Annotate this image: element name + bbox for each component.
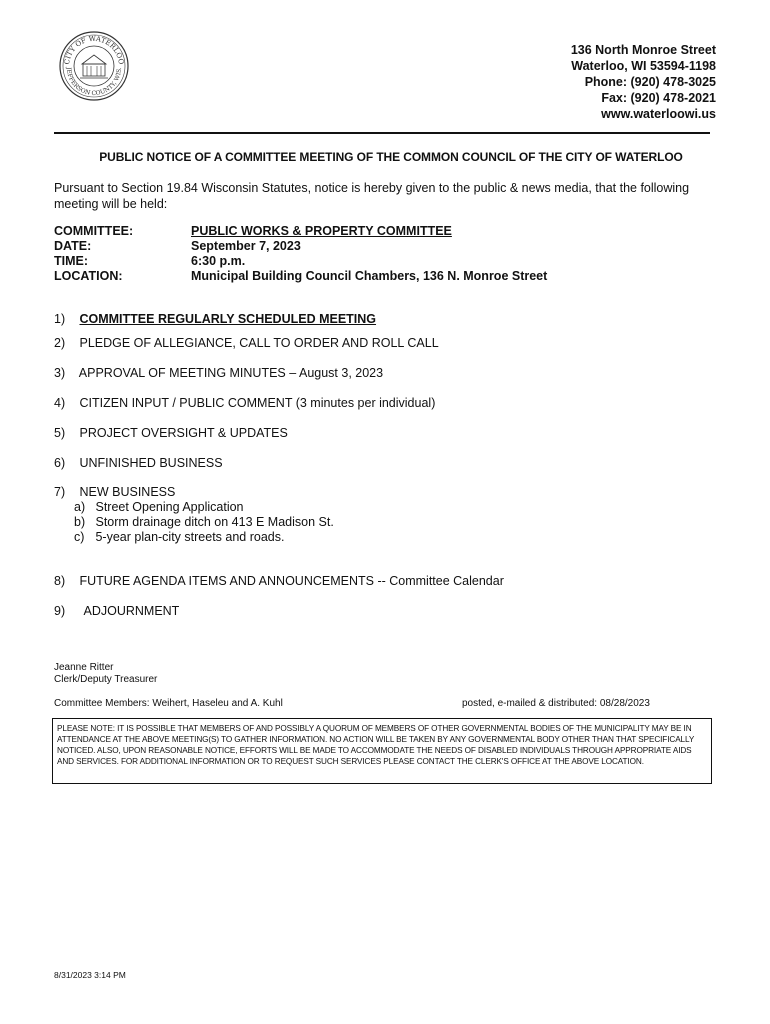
location-label: LOCATION:	[54, 269, 123, 283]
address-phone: Phone: (920) 478-3025	[584, 75, 716, 89]
committee-label: COMMITTEE:	[54, 224, 134, 238]
new-business-subitem	[74, 500, 244, 514]
svg-text:CITY OF WATERLOO: CITY OF WATERLOO	[62, 34, 126, 66]
intro-paragraph: Pursuant to Section 19.84 Wisconsin Statutes, notice is hereby given to the public & news media, that the following meeting will be held:	[54, 181, 690, 211]
agenda-item	[54, 336, 439, 350]
svg-text:JEFFERSON COUNTY, WIS.: JEFFERSON COUNTY, WIS.	[64, 67, 124, 98]
agenda-item	[54, 604, 179, 618]
agenda-item-text: UNFINISHED BUSINESS	[79, 456, 223, 470]
address-website: www.waterloowi.us	[601, 107, 716, 121]
new-business-subitem	[74, 530, 284, 544]
address-street: 136 North Monroe Street	[570, 43, 716, 57]
committee-row	[54, 224, 547, 239]
signer-name: Jeanne Ritter	[54, 662, 114, 673]
subitem-letter: a)	[74, 500, 86, 514]
city-seal	[58, 30, 130, 102]
agenda-item-number: 9)	[54, 604, 66, 618]
header-divider	[54, 132, 710, 134]
signer-title: Clerk/Deputy Treasurer	[54, 674, 158, 685]
subitem-text: Storm drainage ditch on 413 E Madison St.	[95, 515, 334, 529]
agenda-item	[54, 312, 376, 326]
posted-date: posted, e-mailed & distributed: 08/28/2023	[462, 698, 650, 709]
agenda-item	[54, 366, 383, 380]
agenda-item	[54, 574, 504, 588]
new-business-subitem	[74, 515, 334, 529]
agenda-item-number: 4)	[54, 396, 66, 410]
agenda-item-number: 2)	[54, 336, 66, 350]
agenda-item-text: PROJECT OVERSIGHT & UPDATES	[79, 426, 288, 440]
agenda-item-text: APPROVAL OF MEETING MINUTES – August 3, 2023	[78, 366, 384, 380]
committee-value: PUBLIC WORKS & PROPERTY COMMITTEE	[191, 224, 452, 238]
agenda-item-number: 8)	[54, 574, 66, 588]
agenda-item-number: 6)	[54, 456, 66, 470]
time-value: 6:30 p.m.	[191, 254, 246, 268]
agenda-item	[54, 426, 288, 440]
agenda-item	[54, 456, 223, 470]
agenda-item	[54, 485, 175, 499]
agenda-item-text: COMMITTEE REGULARLY SCHEDULED MEETING	[79, 312, 377, 326]
agenda-item-text: FUTURE AGENDA ITEMS AND ANNOUNCEMENTS -- Committee Calendar	[79, 574, 504, 588]
date-value: September 7, 2023	[191, 239, 301, 253]
signature-block	[54, 662, 157, 686]
agenda-item	[54, 396, 435, 410]
time-label: TIME:	[54, 254, 89, 268]
subitem-text: 5-year plan-city streets and roads.	[95, 530, 285, 544]
date-row	[54, 239, 547, 254]
date-label: DATE:	[54, 239, 92, 253]
agenda-item-number: 1)	[54, 312, 66, 326]
location-value: Municipal Building Council Chambers, 136 N. Monroe Street	[191, 269, 548, 283]
agenda-item-text: NEW BUSINESS	[79, 485, 176, 499]
agenda-item-number: 5)	[54, 426, 66, 440]
committee-members: Committee Members: Weihert, Haseleu and A. Kuhl	[54, 698, 283, 709]
time-row	[54, 254, 547, 269]
agenda-item-number: 7)	[54, 485, 66, 499]
address-block	[571, 42, 716, 122]
agenda-item-text: PLEDGE OF ALLEGIANCE, CALL TO ORDER AND ROLL CALL	[79, 336, 439, 350]
subitem-letter: c)	[74, 530, 85, 544]
footer-timestamp: 8/31/2023 3:14 PM	[54, 970, 126, 980]
location-row	[54, 269, 547, 284]
agenda-item-number: 3)	[54, 366, 66, 380]
meeting-details	[54, 224, 547, 284]
agenda-item-text: CITIZEN INPUT / PUBLIC COMMENT (3 minutes per individual)	[79, 396, 436, 410]
subitem-letter: b)	[74, 515, 86, 529]
address-city: Waterloo, WI 53594-1198	[571, 59, 716, 73]
subitem-text: Street Opening Application	[95, 500, 244, 514]
city-seal-icon	[58, 30, 130, 102]
agenda-item-text: ADJOURNMENT	[83, 604, 180, 618]
notice-title: PUBLIC NOTICE OF A COMMITTEE MEETING OF THE COMMON COUNCIL OF THE CITY OF WATERLOO	[99, 150, 683, 164]
address-fax: Fax: (920) 478-2021	[601, 91, 716, 105]
please-note-box: PLEASE NOTE: IT IS POSSIBLE THAT MEMBERS OF AND POSSIBLY A QUORUM OF MEMBERS OF OTHER GOVERNMENTAL BODIES OF THE MUNICIPALITY MAY BE IN ATTENDANCE AT THE ABOVE MEETING(S) TO GATHER INFORMATION. NO ACTION WILL BE TAKEN BY ANY GOVERNMENTAL BODY OTHER THAN THAT SPECIFICALLY NOTICED. ALSO, UPON REASONABLE NOTICE, EFFORTS WILL BE MADE TO ACCOMMODATE THE NEEDS OF DISABLED INDIVIDUALS THROUGH APPROPRIATE AIDS AND SERVICES. FOR ADDITIONAL INFORMATION OR TO REQUEST SUCH SERVICES PLEASE CONTACT THE CLERK'S OFFICE AT THE ABOVE LOCATION.	[52, 718, 712, 784]
